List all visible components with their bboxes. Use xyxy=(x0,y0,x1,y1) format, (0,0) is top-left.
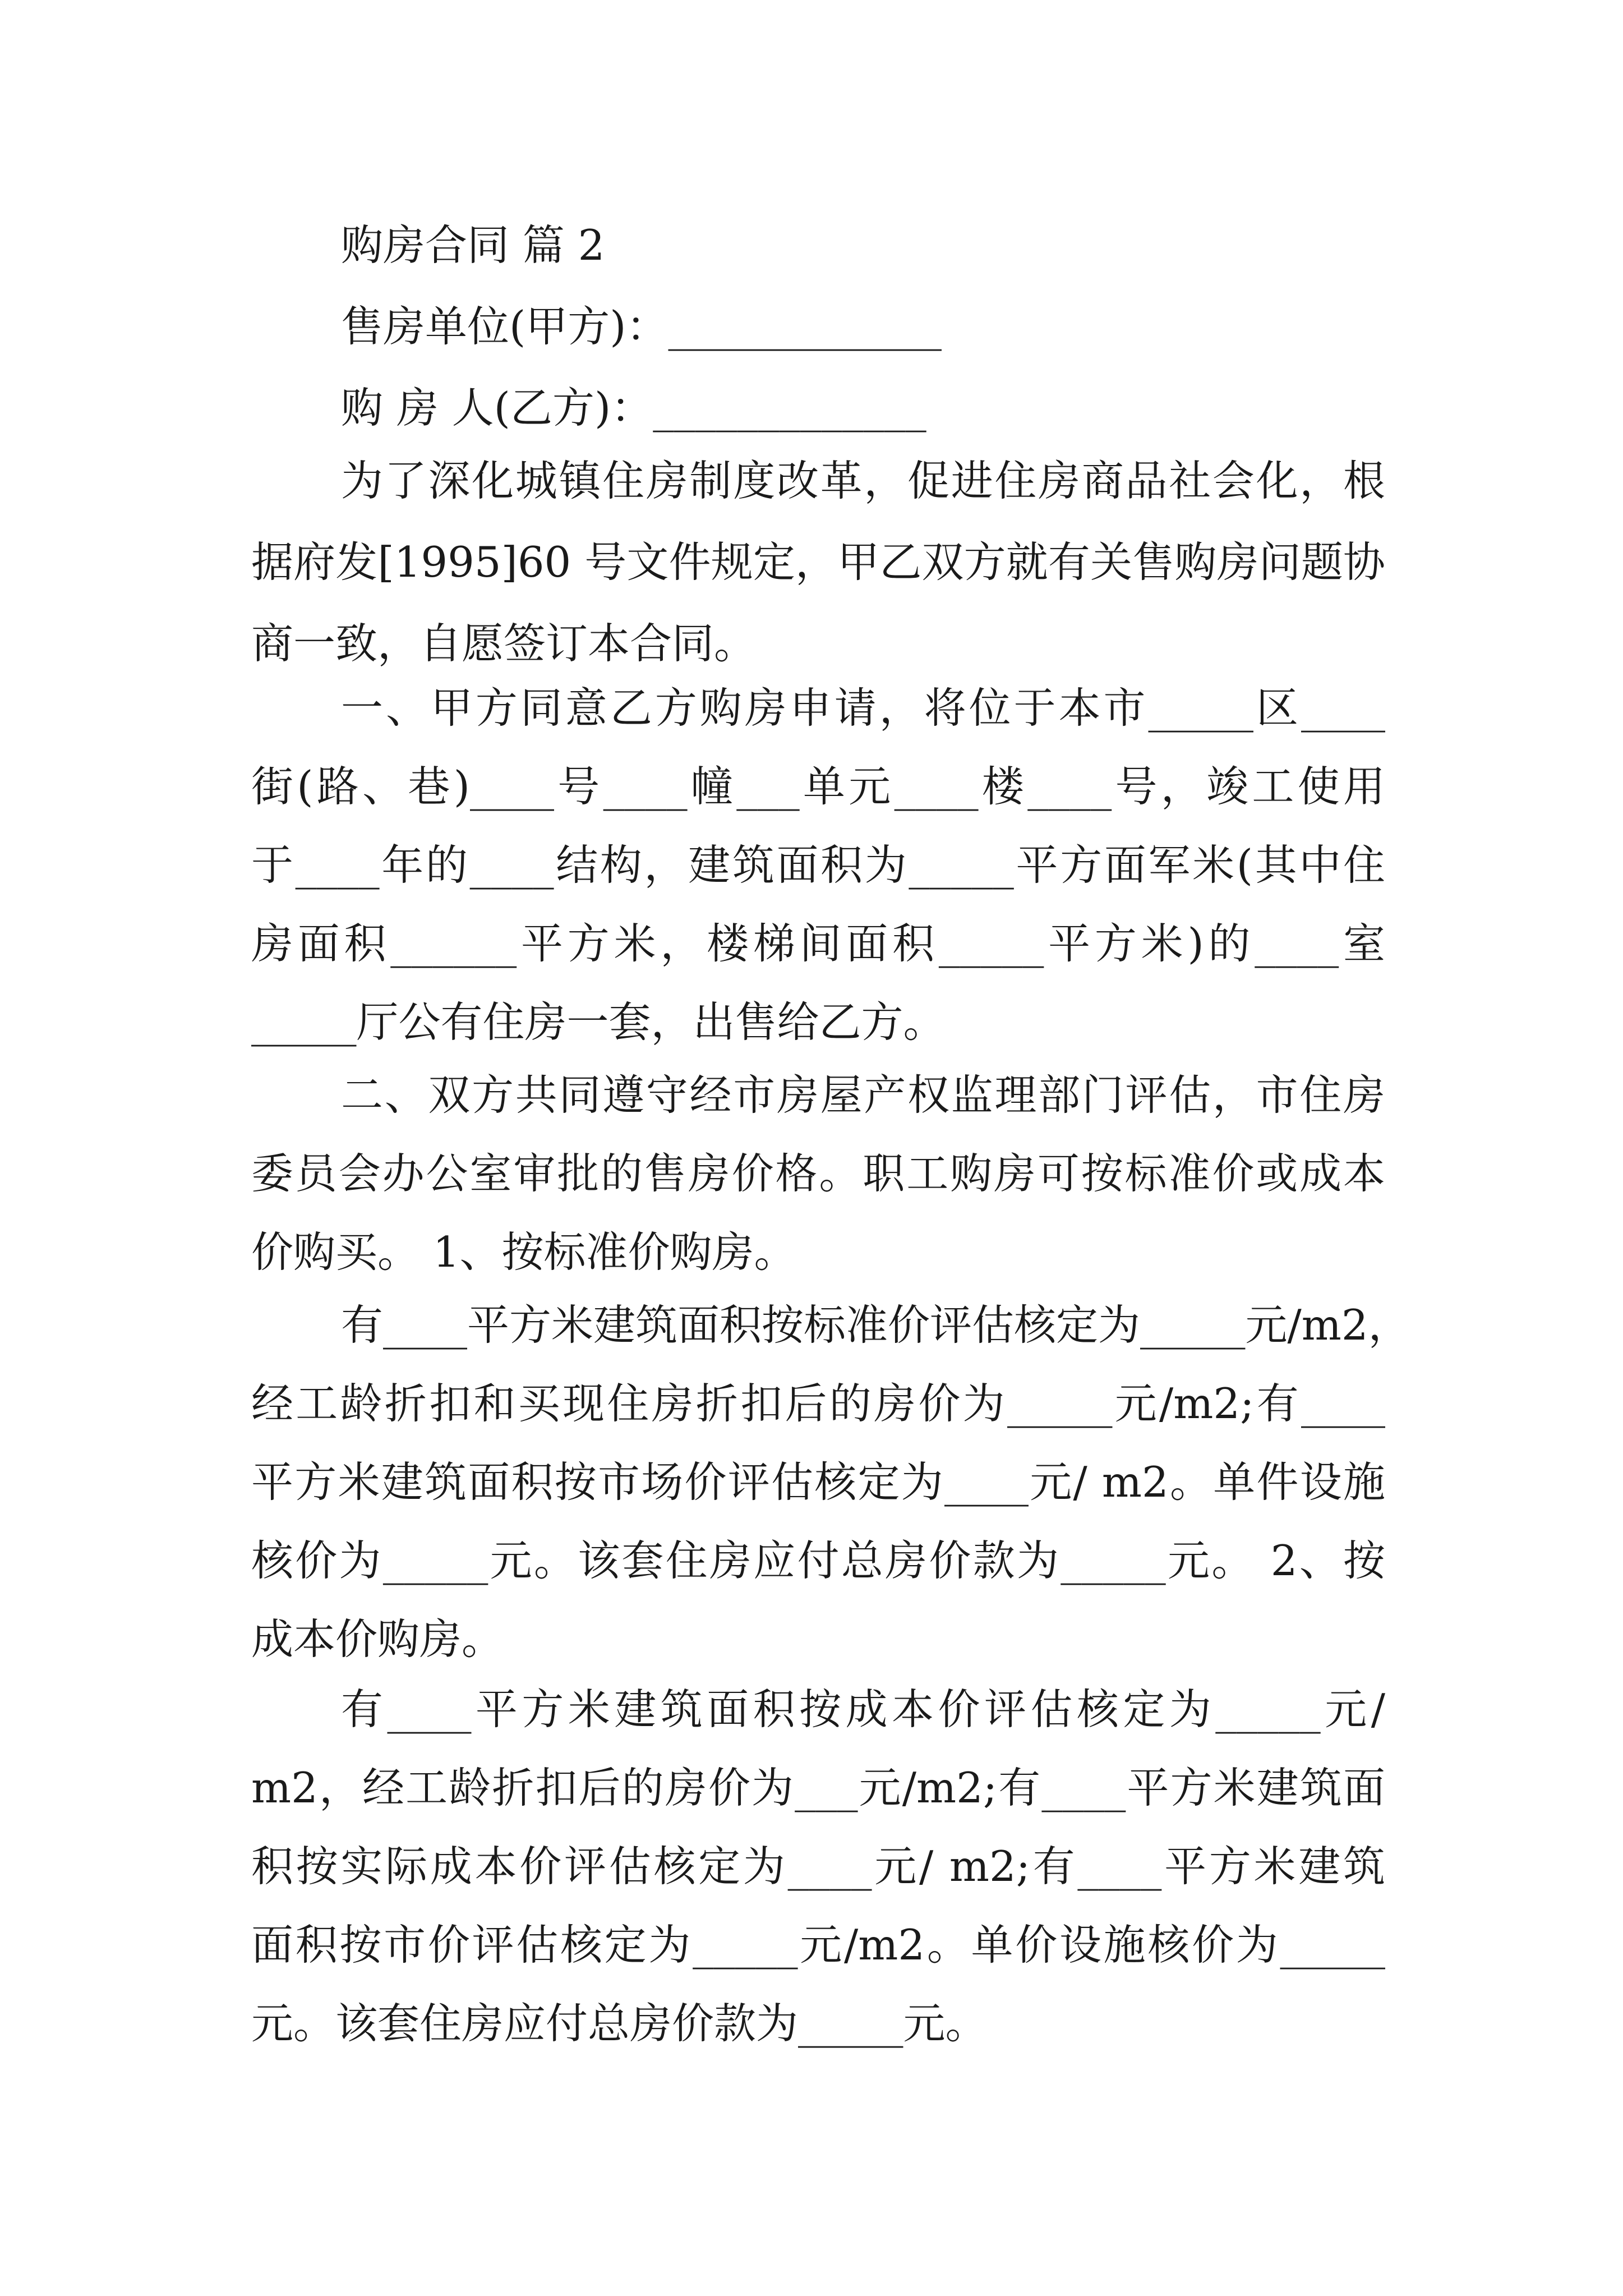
body-line: 有____平方米建筑面积按标准价评估核定为_____元/m2， xyxy=(341,1300,1410,1350)
body-line: 平方米建筑面积按市场价评估核定为____元/ m2。单件设施 xyxy=(251,1457,1385,1507)
body-line: 元。该套住房应付总房价款为_____元。 xyxy=(251,1999,988,2048)
body-line: _____厅公有住房一套，出售给乙方。 xyxy=(251,997,946,1047)
body-line: 房面积______平方米，楼梯间面积_____平方米)的____室 xyxy=(251,919,1385,968)
body-line: 价购买。 1、按标准价购房。 xyxy=(251,1227,796,1277)
body-line: 面积按市价评估核定为_____元/m2。单价设施核价为_____ xyxy=(251,1920,1385,1970)
body-line: 成本价购房。 xyxy=(251,1614,504,1664)
body-line: 积按实际成本价评估核定为____元/ m2;有____平方米建筑 xyxy=(251,1842,1385,1891)
body-line: 为了深化城镇住房制度改革，促进住房商品社会化，根 xyxy=(341,456,1385,505)
body-line: 街(路、巷)____号____幢___单元____楼____号，竣工使用 xyxy=(251,762,1385,811)
buyer-line: 购 房 人(乙方)：_____________ xyxy=(341,383,926,432)
body-line: 一、甲方同意乙方购房申请，将位于本市_____区____ xyxy=(341,683,1385,733)
body-line: m2，经工龄折扣后的房价为___元/m2;有____平方米建筑面 xyxy=(251,1763,1385,1812)
document-title: 购房合同 篇 2 xyxy=(341,220,605,270)
body-line: 二、双方共同遵守经市房屋产权监理部门评估，市住房 xyxy=(341,1070,1385,1120)
body-line: 有____平方米建筑面积按成本价评估核定为_____元/ xyxy=(341,1685,1385,1734)
seller-line: 售房单位(甲方)：_____________ xyxy=(341,302,942,351)
body-line: 于____年的____结构，建筑面积为_____平方面军米(其中住 xyxy=(251,840,1385,890)
body-line: 商一致，自愿签订本合同。 xyxy=(251,619,757,668)
body-line: 委员会办公室审批的售房价格。职工购房可按标准价或成本 xyxy=(251,1149,1385,1198)
body-line: 据府发[1995]60 号文件规定，甲乙双方就有关售购房问题协 xyxy=(251,537,1385,587)
body-line: 核价为_____元。该套住房应付总房价款为_____元。 2、按 xyxy=(251,1536,1385,1585)
body-line: 经工龄折扣和买现住房折扣后的房价为_____元/m2;有____ xyxy=(251,1379,1385,1428)
